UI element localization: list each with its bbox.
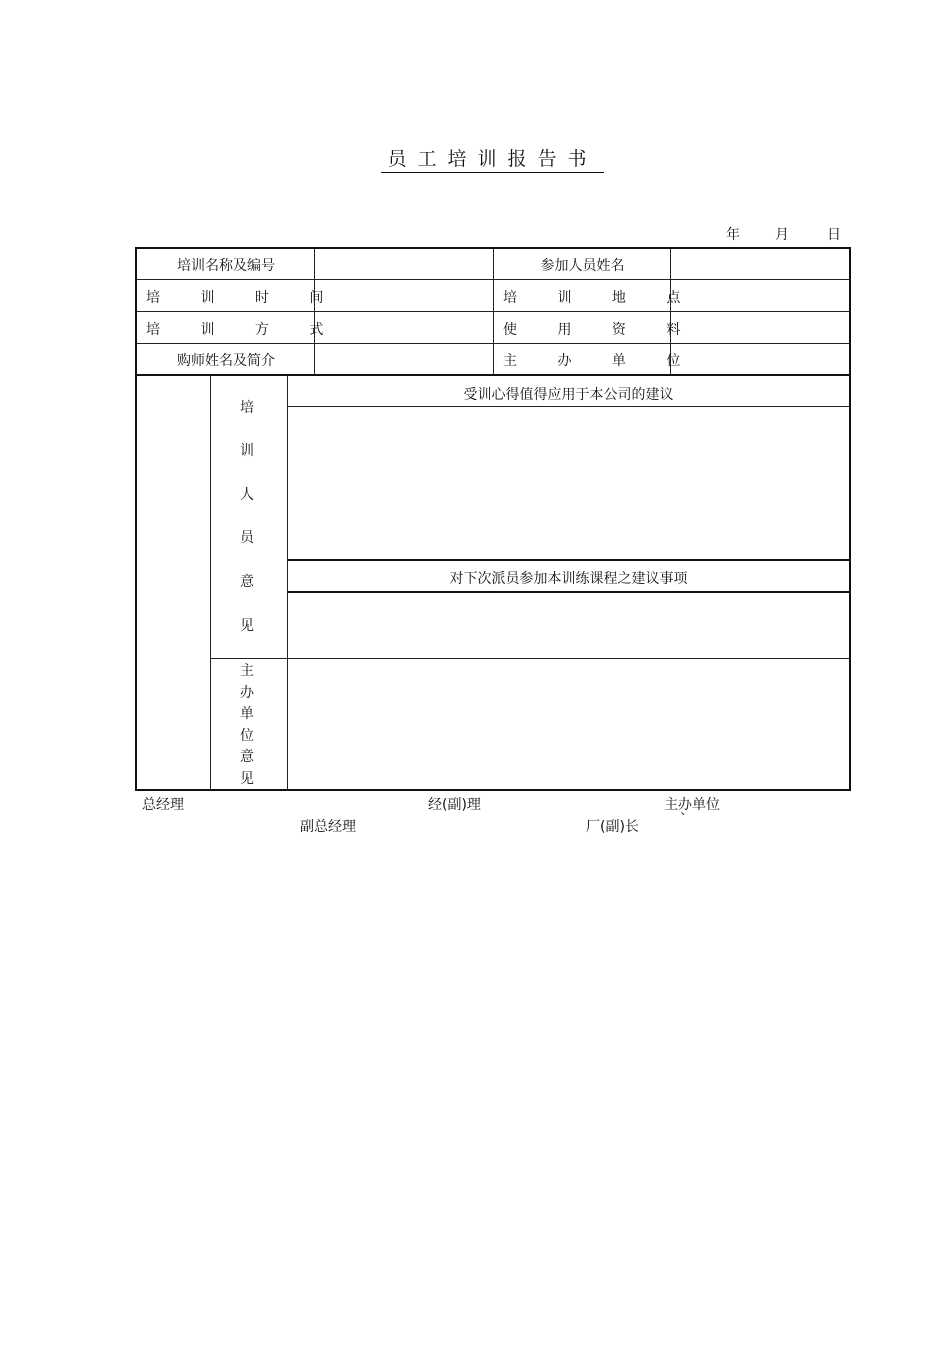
organizer-opinion-char: 意: [240, 749, 254, 765]
materials-field[interactable]: [671, 312, 849, 343]
label-materials: 使 用 资 料: [503, 322, 699, 338]
column-divider: [210, 375, 211, 791]
suggestions-textarea[interactable]: [288, 408, 849, 558]
training-method-field[interactable]: [315, 312, 493, 343]
trainee-opinion-char: 培: [240, 400, 254, 416]
trainee-opinion-char: 人: [240, 487, 254, 503]
date-year-label: 年: [726, 227, 740, 243]
organizer-opinion-char: 办: [240, 685, 254, 701]
row-divider: [288, 406, 849, 407]
signature-organizer: 主办单位: [664, 797, 720, 813]
organizer-opinion-char: 单: [240, 706, 254, 722]
page-title: 员工培训报告书: [381, 146, 604, 173]
organizer-opinion-char: 见: [240, 771, 254, 787]
label-training-method: 培 训 方 式: [146, 322, 342, 338]
label-instructor-intro: 购师姓名及简介: [177, 353, 275, 369]
label-training-place: 培 训 地 点: [503, 290, 699, 306]
signature-general-manager: 总经理: [142, 797, 184, 813]
organizer-field[interactable]: [671, 344, 849, 374]
instructor-intro-field[interactable]: [315, 344, 493, 374]
label-training-time: 培 训 时 间: [146, 290, 342, 306]
participant-name-field[interactable]: [671, 249, 849, 279]
next-time-textarea[interactable]: [288, 593, 849, 657]
organizer-opinion-char: 主: [240, 663, 254, 679]
stray-mark: `: [680, 812, 687, 828]
organizer-opinion-textarea[interactable]: [288, 660, 849, 790]
signature-factory-director: 厂(副)长: [586, 819, 639, 835]
row-divider: [288, 559, 849, 561]
row-divider: [211, 658, 849, 659]
signature-manager: 经(副)理: [428, 797, 481, 813]
training-name-field[interactable]: [315, 249, 493, 279]
signature-deputy-general-manager: 副总经理: [300, 819, 356, 835]
section-header-next-time: 对下次派员参加本训练课程之建议事项: [449, 571, 688, 587]
training-time-field[interactable]: [315, 280, 493, 311]
trainee-opinion-char: 员: [240, 530, 254, 546]
training-report-form: [135, 247, 851, 791]
label-participant-name: 参加人员姓名: [540, 258, 625, 274]
label-organizer: 主 办 单 位: [503, 353, 699, 369]
date-day-label: 日: [827, 227, 841, 243]
date-month-label: 月: [775, 227, 789, 243]
trainee-opinion-char: 见: [240, 618, 254, 634]
trainee-opinion-char: 训: [240, 443, 254, 459]
training-place-field[interactable]: [671, 280, 849, 311]
section-header-suggestions: 受训心得值得应用于本公司的建议: [463, 387, 674, 403]
label-training-name: 培训名称及编号: [177, 258, 275, 274]
trainee-opinion-char: 意: [240, 574, 254, 590]
organizer-opinion-char: 位: [240, 728, 254, 744]
